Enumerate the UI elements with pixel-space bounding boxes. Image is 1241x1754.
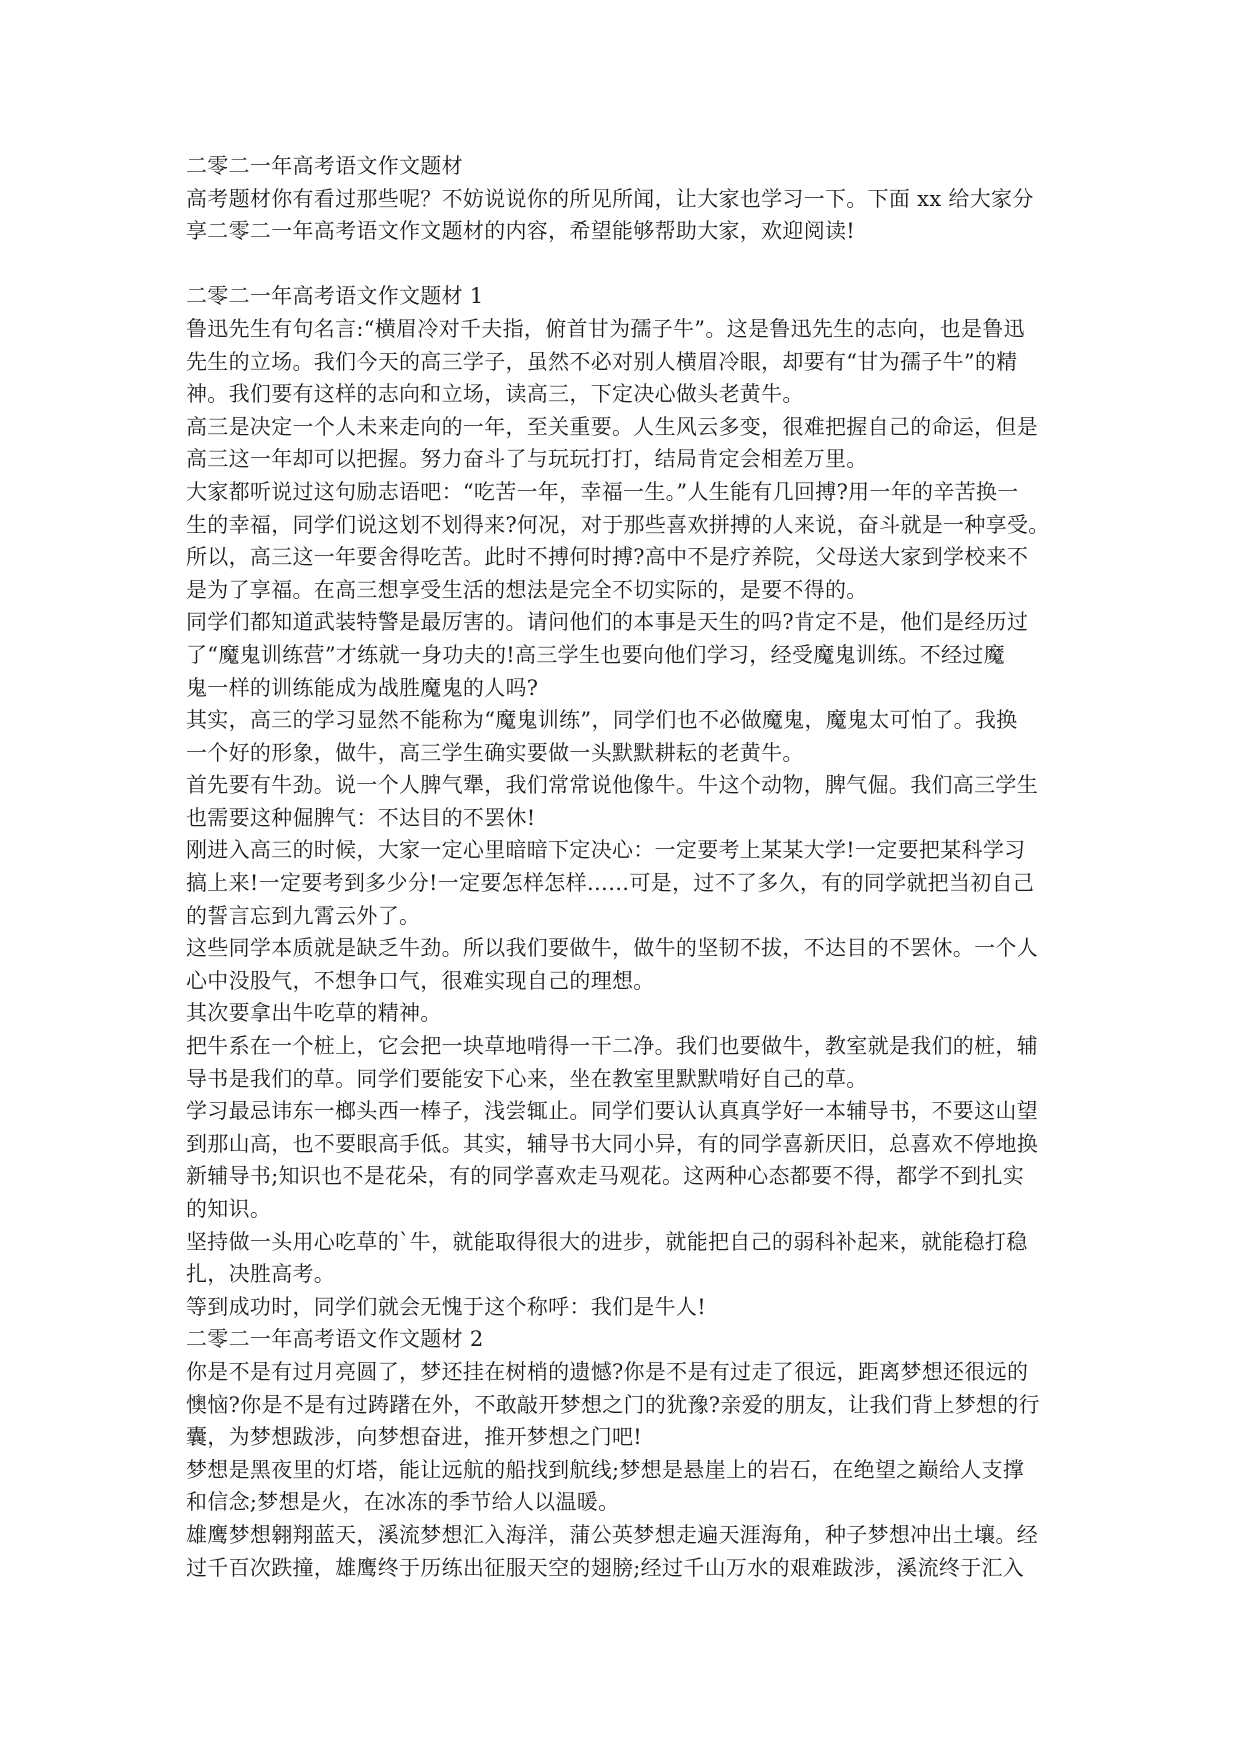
text-line: 的知识。 bbox=[186, 1197, 272, 1221]
text-line: 和信念;梦想是火，在冰冻的季节给人以温暖。 bbox=[186, 1490, 620, 1515]
text-line: 其次要拿出牛吃草的精神。 bbox=[186, 1001, 442, 1026]
text-line: 高考题材你有看过那些呢？不妨说说你的所见所闻，让大家也学习一下。下面 xx 给大家分 bbox=[186, 186, 1034, 211]
text-line: 享二零二一年高考语文作文题材的内容，希望能够帮助大家，欢迎阅读! bbox=[186, 219, 856, 244]
section-1-body bbox=[186, 313, 1066, 1323]
section-2-heading: 二零二一年高考语文作文题材 2 bbox=[186, 1327, 484, 1352]
text-line: 搞上来!一定要考到多少分!一定要怎样怎样……可是，过不了多久，有的同学就把当初自己 bbox=[186, 871, 1035, 896]
text-line: 过千百次跌撞，雄鹰终于历练出征服天空的翅膀;经过千山万水的艰难跋涉，溪流终于汇入 bbox=[186, 1555, 1025, 1580]
text-line: 扎，决胜高考。 bbox=[186, 1262, 336, 1287]
text-line: 到那山高，也不要眼高手低。其实，辅导书大同小异，有的同学喜新厌旧，总喜欢不停地换 bbox=[186, 1131, 1038, 1156]
text-line: 新辅导书;知识也不是花朵，有的同学喜欢走马观花。这两种心态都要不得，都学不到扎实 bbox=[186, 1164, 1025, 1189]
text-line: 你是不是有过月亮圆了，梦还挂在树梢的遗憾?你是不是有过走了很远，距离梦想还很远的 bbox=[186, 1359, 1029, 1384]
text-line: 囊，为梦想跋涉，向梦想奋进，推开梦想之门吧! bbox=[186, 1425, 643, 1450]
text-line: 导书是我们的草。同学们要能安下心来，坐在教室里默默啃好自己的草。 bbox=[186, 1066, 868, 1091]
text-line: 所以，高三这一年要舍得吃苦。此时不搏何时搏?高中不是疗养院，父母送大家到学校来不 bbox=[186, 545, 1029, 570]
text-line: 心中没股气，不想争口气，很难实现自己的理想。 bbox=[186, 968, 655, 993]
text-line: 高三这一年却可以把握。努力奋斗了与玩玩打打，结局肯定会相差万里。 bbox=[186, 447, 868, 472]
text-line: 学习最忌讳东一榔头西一棒子，浅尝辄止。同学们要认认真真学好一本辅导书，不要这山望 bbox=[186, 1099, 1038, 1124]
text-line: 雄鹰梦想翱翔蓝天，溪流梦想汇入海洋，蒲公英梦想走遍天涯海角，种子梦想冲出土壤。经 bbox=[186, 1522, 1038, 1547]
text-line: 高三是决定一个人未来走向的一年，至关重要。人生风云多变，很难把握自己的命运，但是 bbox=[186, 414, 1038, 439]
blank-line bbox=[186, 248, 1066, 281]
text-line: 同学们都知道武装特警是最厉害的。请问他们的本事是天生的吗?肯定不是，他们是经历过 bbox=[186, 610, 1029, 635]
text-line: 鬼一样的训练能成为战胜魔鬼的人吗? bbox=[186, 675, 539, 700]
text-line: 其实，高三的学习显然不能称为“魔鬼训练”，同学们也不必做魔鬼，魔鬼太可怕了。我换 bbox=[186, 708, 1018, 733]
text-line: 一个好的形象，做牛，高三学生确实要做一头默默耕耘的老黄牛。 bbox=[186, 740, 804, 765]
text-line: 刚进入高三的时候，大家一定心里暗暗下定决心：一定要考上某某大学!一定要把某科学习 bbox=[186, 838, 1026, 863]
text-line: 梦想是黑夜里的灯塔，能让远航的船找到航线;梦想是悬崖上的岩石，在绝望之巅给人支撑 bbox=[186, 1457, 1025, 1482]
text-line: 懊恼?你是不是有过踌躇在外，不敢敲开梦想之门的犹豫?亲爱的朋友，让我们背上梦想的行 bbox=[186, 1392, 1040, 1417]
document-page bbox=[186, 150, 1066, 1584]
text-line: 先生的立场。我们今天的高三学子，虽然不必对别人横眉冷眼，却要有“甘为孺子牛”的精 bbox=[186, 349, 1018, 374]
text-line: 的誓言忘到九霄云外了。 bbox=[186, 903, 421, 928]
text-line: 首先要有牛劲。说一个人脾气犟，我们常常说他像牛。牛这个动物，脾气倔。我们高三学生 bbox=[186, 773, 1038, 798]
text-line: 生的幸福，同学们说这划不划得来?何况，对于那些喜欢拼搏的人来说，奋斗就是一种享受。 bbox=[186, 512, 1050, 537]
text-line: 大家都听说过这句励志语吧：“吃苦一年，幸福一生。”人生能有几回搏?用一年的辛苦换一 bbox=[186, 479, 1019, 504]
section-2-body bbox=[186, 1356, 1066, 1584]
intro-paragraph bbox=[186, 183, 1066, 248]
section-1-heading: 二零二一年高考语文作文题材 1 bbox=[186, 284, 484, 309]
text-line: 鲁迅先生有句名言:“横眉冷对千夫指，俯首甘为孺子牛”。这是鲁迅先生的志向，也是鲁迅 bbox=[186, 316, 1025, 341]
text-line: 是为了享福。在高三想享受生活的想法是完全不切实际的，是要不得的。 bbox=[186, 577, 868, 602]
text-line: 把牛系在一个桩上，它会把一块草地啃得一干二净。我们也要做牛，教室就是我们的桩，辅 bbox=[186, 1034, 1038, 1059]
text-line: 坚持做一头用心吃草的`牛，就能取得很大的进步，就能把自己的弱科补起来，就能稳打稳 bbox=[186, 1229, 1028, 1254]
text-line: 神。我们要有这样的志向和立场，读高三，下定决心做头老黄牛。 bbox=[186, 382, 804, 407]
document-title: 二零二一年高考语文作文题材 bbox=[186, 154, 463, 178]
text-line: 等到成功时，同学们就会无愧于这个称呼：我们是牛人! bbox=[186, 1294, 706, 1319]
text-line: 也需要这种倔脾气：不达目的不罢休! bbox=[186, 805, 536, 830]
text-line: 这些同学本质就是缺乏牛劲。所以我们要做牛，做牛的坚韧不拔，不达目的不罢休。一个人 bbox=[186, 936, 1038, 961]
text-line: 了“魔鬼训练营”才练就一身功夫的!高三学生也要向他们学习，经受魔鬼训练。不经过魔 bbox=[186, 642, 1005, 667]
